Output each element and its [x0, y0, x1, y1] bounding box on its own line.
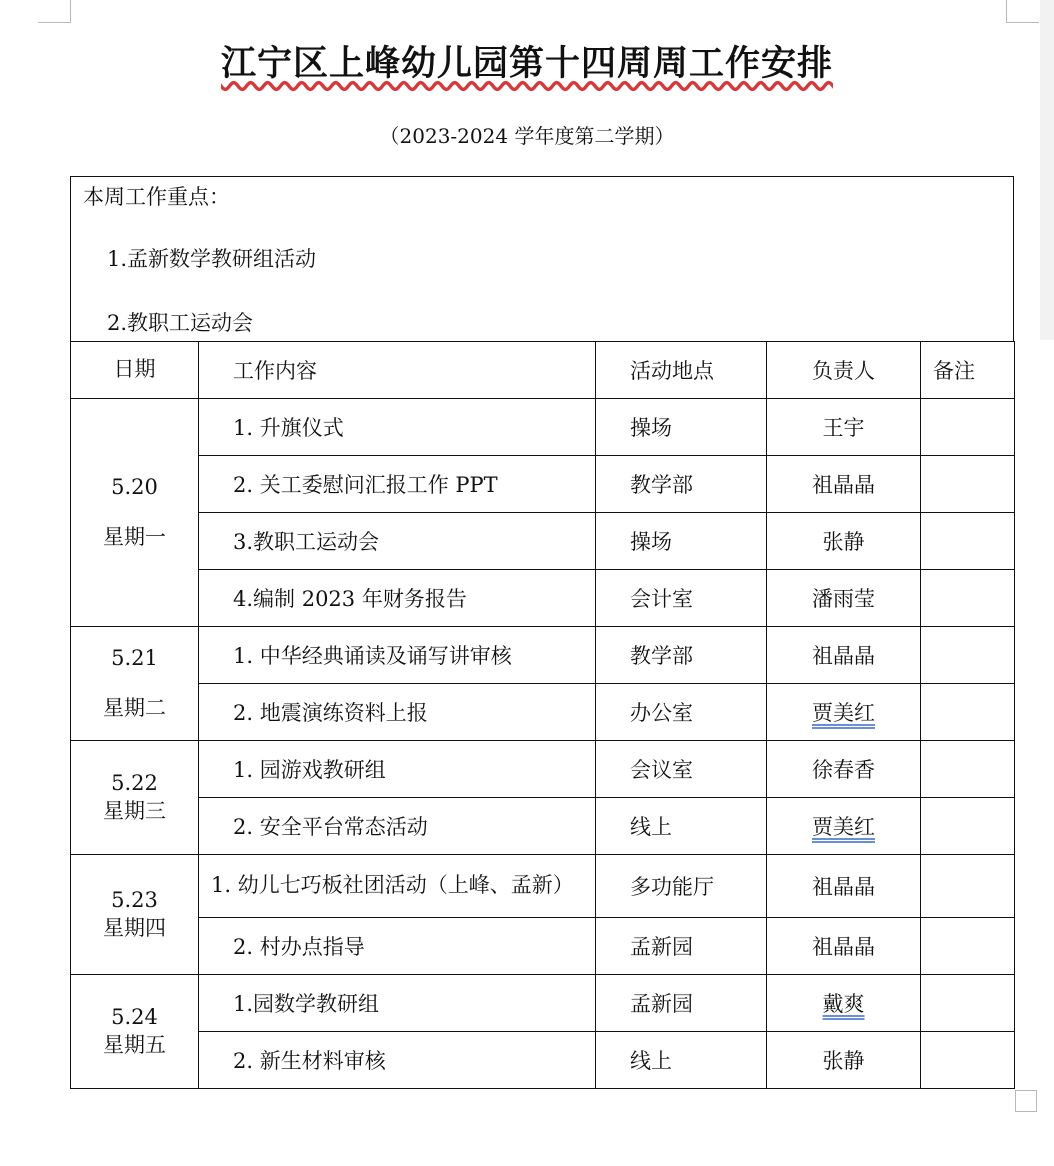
- date-cell: [71, 975, 199, 1089]
- note-cell: [921, 1032, 1015, 1089]
- person-cell: 祖晶晶: [767, 456, 921, 513]
- table-row: [71, 741, 1015, 798]
- person-cell: 张静: [767, 513, 921, 570]
- person-cell: 王宇: [767, 399, 921, 456]
- place-cell: 操场: [596, 513, 767, 570]
- page-corner-mark-bottom-right: [1015, 1090, 1037, 1112]
- person-cell: 祖晶晶: [767, 627, 921, 684]
- person-cell: 祖晶晶: [767, 918, 921, 975]
- table-header-row: [71, 342, 1015, 399]
- person-name: 贾美红: [812, 701, 875, 725]
- person-cell: 徐春香: [767, 741, 921, 798]
- schedule-table: [70, 341, 1015, 1089]
- date-value: 5.23: [111, 888, 158, 913]
- note-cell: [921, 975, 1015, 1032]
- table-row: [71, 798, 1015, 855]
- page-corner-mark-top-left: [38, 0, 71, 23]
- content-cell: 1. 升旗仪式: [199, 399, 596, 456]
- page-corner-mark-top-right: [1006, 0, 1039, 23]
- note-cell: [921, 684, 1015, 741]
- weekday-value: 星期二: [103, 695, 166, 720]
- header-date: 日期: [71, 342, 199, 399]
- place-cell: 办公室: [596, 684, 767, 741]
- note-cell: [921, 741, 1015, 798]
- weekly-focus-box: [70, 176, 1014, 342]
- note-cell: [921, 855, 1015, 918]
- table-row: [71, 627, 1015, 684]
- content-cell: 2. 地震演练资料上报: [199, 684, 596, 741]
- weekday-value: 星期三: [103, 798, 166, 823]
- person-cell: [767, 798, 921, 855]
- note-cell: [921, 918, 1015, 975]
- person-cell: [767, 975, 921, 1032]
- person-cell: 张静: [767, 1032, 921, 1089]
- person-name: 戴爽: [822, 992, 865, 1016]
- header-note: 备注: [921, 342, 1015, 399]
- note-cell: [921, 513, 1015, 570]
- person-name: 贾美红: [812, 815, 875, 839]
- content-cell: 1.园数学教研组: [199, 975, 596, 1032]
- table-row: [71, 918, 1015, 975]
- date-cell: [71, 855, 199, 975]
- header-place: 活动地点: [596, 342, 767, 399]
- place-cell: 会议室: [596, 741, 767, 798]
- weekday-value: 星期五: [103, 1032, 166, 1057]
- place-cell: 线上: [596, 1032, 767, 1089]
- content-cell: 1. 幼儿七巧板社团活动（上峰、孟新）: [199, 855, 596, 918]
- place-cell: 教学部: [596, 627, 767, 684]
- note-cell: [921, 456, 1015, 513]
- content-cell: 1. 中华经典诵读及诵写讲审核: [199, 627, 596, 684]
- header-content: 工作内容: [199, 342, 596, 399]
- content-cell: 1. 园游戏教研组: [199, 741, 596, 798]
- table-row: [71, 684, 1015, 741]
- content-cell: 2. 安全平台常态活动: [199, 798, 596, 855]
- content-cell: 2. 村办点指导: [199, 918, 596, 975]
- person-cell: 祖晶晶: [767, 855, 921, 918]
- date-value: 5.21: [111, 646, 158, 671]
- person-cell: [767, 684, 921, 741]
- content-cell: 2. 关工委慰问汇报工作 PPT: [199, 456, 596, 513]
- place-cell: 会计室: [596, 570, 767, 627]
- weekly-focus-label: 本周工作重点：: [83, 185, 230, 209]
- place-cell: 多功能厅: [596, 855, 767, 918]
- place-cell: 教学部: [596, 456, 767, 513]
- date-value: 5.20: [111, 475, 158, 500]
- table-row: [71, 570, 1015, 627]
- date-cell: [71, 627, 199, 741]
- note-cell: [921, 399, 1015, 456]
- date-cell: [71, 399, 199, 627]
- note-cell: [921, 627, 1015, 684]
- weekly-focus-item: 2.教职工运动会: [107, 311, 254, 335]
- document-title: 江宁区上峰幼儿园第十四周周工作安排: [220, 43, 833, 84]
- content-cell: 4.编制 2023 年财务报告: [199, 570, 596, 627]
- place-cell: 线上: [596, 798, 767, 855]
- table-row: [71, 399, 1015, 456]
- weekday-value: 星期一: [103, 524, 166, 549]
- person-cell: 潘雨莹: [767, 570, 921, 627]
- header-person: 负责人: [767, 342, 921, 399]
- weekly-focus-item: 1.孟新数学教研组活动: [107, 247, 317, 271]
- table-row: [71, 855, 1015, 918]
- place-cell: 孟新园: [596, 975, 767, 1032]
- table-row: [71, 975, 1015, 1032]
- table-row: [71, 1032, 1015, 1089]
- date-value: 5.22: [111, 771, 158, 796]
- document-subtitle: （2023-2024 学年度第二学期）: [379, 124, 675, 148]
- date-cell: [71, 741, 199, 855]
- note-cell: [921, 798, 1015, 855]
- table-row: [71, 456, 1015, 513]
- weekday-value: 星期四: [103, 915, 166, 940]
- content-cell: 2. 新生材料审核: [199, 1032, 596, 1089]
- content-cell: 3.教职工运动会: [199, 513, 596, 570]
- date-value: 5.24: [111, 1005, 158, 1030]
- place-cell: 操场: [596, 399, 767, 456]
- note-cell: [921, 570, 1015, 627]
- table-row: [71, 513, 1015, 570]
- place-cell: 孟新园: [596, 918, 767, 975]
